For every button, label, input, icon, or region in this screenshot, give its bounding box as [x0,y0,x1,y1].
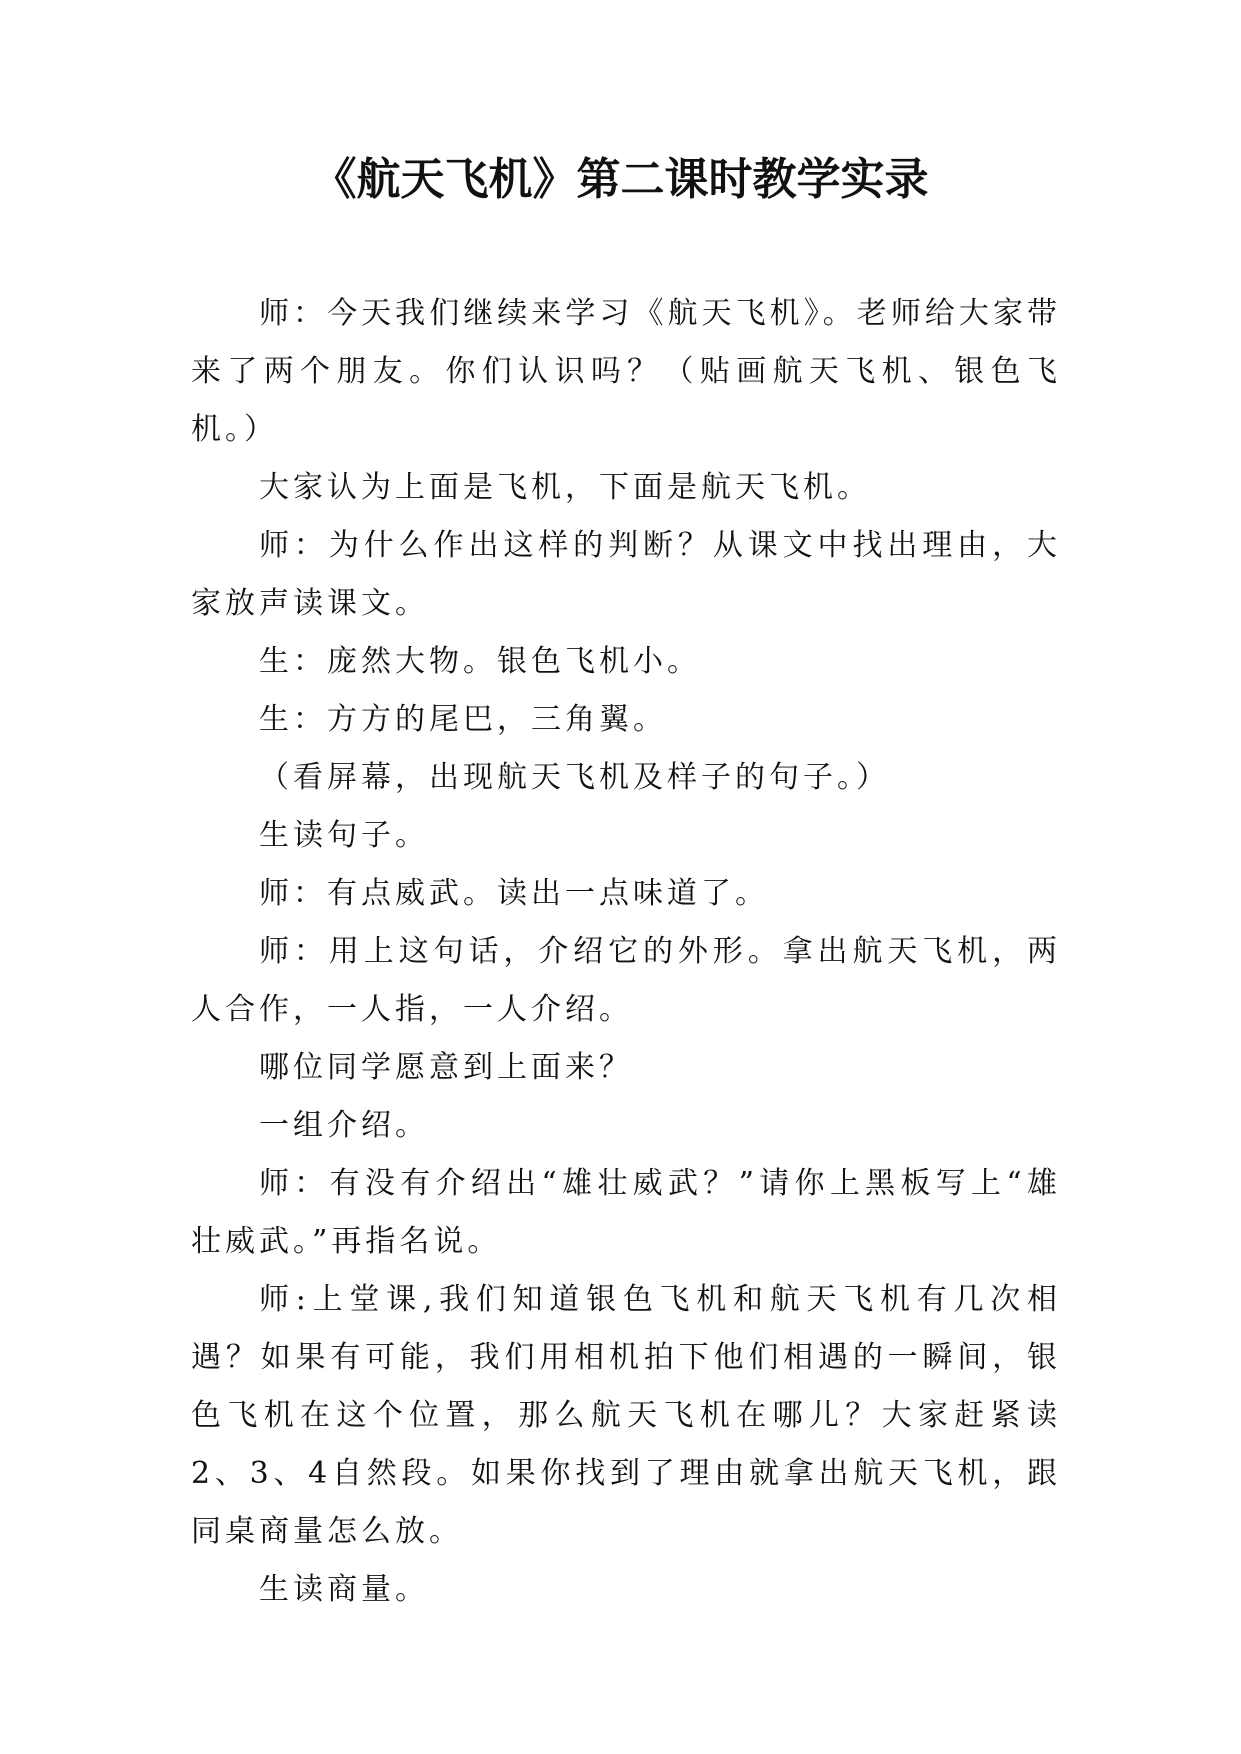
paragraph-6: （看屏幕，出现航天飞机及样子的句子。） [259,760,890,795]
paragraph-7: 生读句子。 [259,818,429,853]
paragraph-10: 哪位同学愿意到上面来？ [259,1050,633,1085]
paragraph-1: 师：今天我们继续来学习《航天飞机》。老师给大家带来了两个朋友。你们认识吗？（贴画航天飞机、银色飞机。） [191,296,1061,447]
paragraph-4: 生：庞然大物。银色飞机小。 [259,644,701,679]
paragraph-2: 大家认为上面是飞机，下面是航天飞机。 [259,470,871,505]
document-body [191,285,1061,1619]
paragraph-14: 生读商量。 [259,1572,429,1607]
paragraph-8: 师：有点威武。读出一点味道了。 [259,876,769,911]
paragraph-9: 师：用上这句话，介绍它的外形。拿出航天飞机，两人合作，一人指，一人介绍。 [191,934,1061,1027]
paragraph-3: 师：为什么作出这样的判断？从课文中找出理由，大家放声读课文。 [191,528,1061,621]
document-title: 《航天飞机》第二课时教学实录 [312,154,929,205]
paragraph-11: 一组介绍。 [259,1108,429,1143]
paragraph-13: 师:上堂课,我们知道银色飞机和航天飞机有几次相遇？如果有可能，我们用相机拍下他们相遇的一瞬间，银色飞机在这个位置，那么航天飞机在哪儿？大家赶紧读2、3、4自然段。如果你找到了理由就拿出航天飞机，跟同桌商量怎么放。 [191,1282,1061,1549]
paragraph-12: 师：有没有介绍出“雄壮威武？”请你上黑板写上“雄壮威武。”再指名说。 [191,1166,1061,1259]
paragraph-5: 生：方方的尾巴，三角翼。 [259,702,667,737]
